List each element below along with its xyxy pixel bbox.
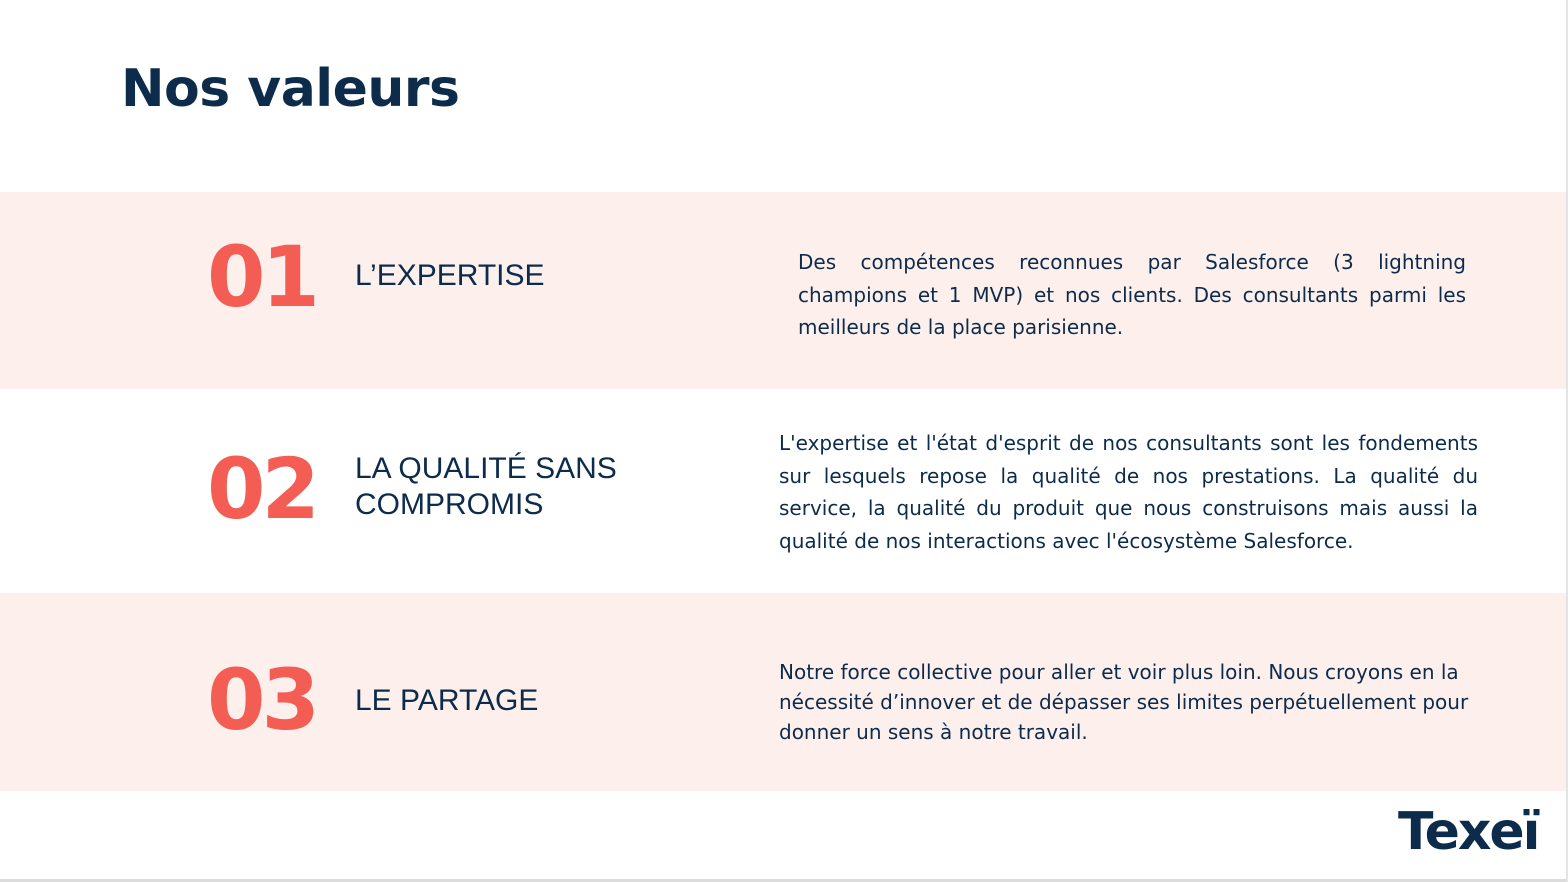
value-label: LE PARTAGE bbox=[355, 684, 539, 717]
value-label: LA QUALITÉ SANS COMPROMIS bbox=[355, 452, 617, 521]
value-row-expertise bbox=[0, 192, 1566, 389]
value-row-quality bbox=[0, 389, 1566, 593]
value-number: 02 bbox=[207, 440, 316, 538]
value-row-sharing bbox=[0, 593, 1566, 791]
company-logo: Texeï bbox=[1398, 802, 1539, 862]
value-description: Notre force collective pour aller et voir plus loin. Nous croyons en la nécessité d’innover et de dépasser ses limites perpétuellement pour donner un sens à notre travail. bbox=[779, 660, 1469, 744]
value-description: L'expertise et l'état d'esprit de nos consultants sont les fondements sur lesquels repose la qualité de nos prestations. La qualité du service, la qualité du produit que nous construisons mais aussi la qualité de nos interactions avec l'écosystème Salesforce. bbox=[779, 431, 1478, 553]
value-description: Des compétences reconnues par Salesforce (3 lightning champions et 1 MVP) et nos clients. Des consultants parmi les meilleurs de la place parisienne. bbox=[798, 250, 1466, 339]
value-number: 03 bbox=[207, 651, 316, 749]
value-number: 01 bbox=[207, 228, 316, 326]
value-label: L’EXPERTISE bbox=[355, 259, 545, 292]
page-title: Nos valeurs bbox=[121, 59, 460, 119]
